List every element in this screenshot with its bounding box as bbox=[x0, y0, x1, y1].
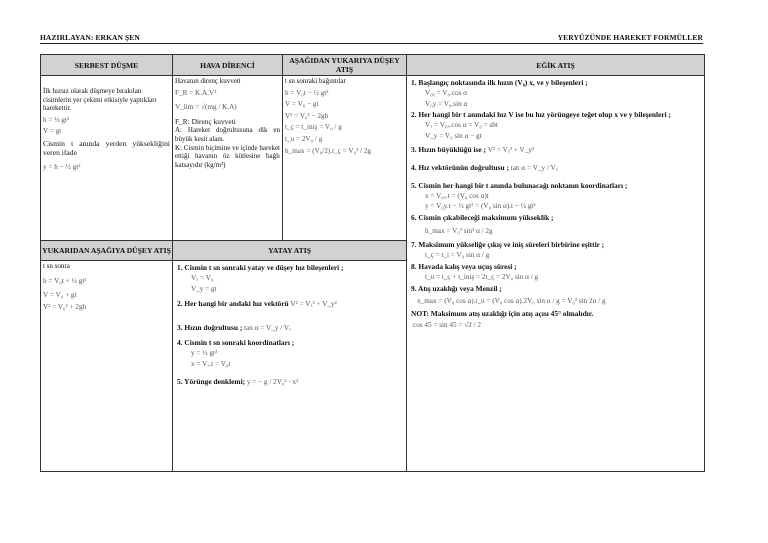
horizontal-item-4: 4. Cismin t sn sonraki koordinatları ; bbox=[177, 338, 295, 348]
max-height-formula: h_max = (V₀/2).t_ç = V₀² / 2g bbox=[285, 146, 372, 155]
down-vertical-label: t sn sonra bbox=[43, 262, 70, 270]
col-header-free-fall: SERBEST DÜŞME bbox=[41, 55, 173, 76]
down-height-formula: h = V₀t + ½ gt² bbox=[43, 276, 87, 285]
free-fall-description: İlk hızsız olarak düşmeye bırakılan cisimlerin yer çekimi etkisiyle yaptıkları harekettir. bbox=[43, 87, 157, 113]
free-fall-section bbox=[41, 76, 173, 241]
free-fall-velocity-formula: V = gt bbox=[43, 127, 62, 136]
author-label: HAZIRLAYAN: ERKAN ŞEN bbox=[40, 33, 140, 42]
oblique-vx-formula: Vₓ = V₀ₓ.cos α = V₀ = sbt bbox=[425, 121, 498, 130]
free-fall-height-formula: h = ½ gt² bbox=[43, 115, 70, 124]
horizontal-item-2: 2. Her hangi bir andaki hız vektörü bbox=[177, 299, 289, 309]
oblique-item-7: 7. Maksimum yükseliğe çıkış ve iniş süreleri birbirine eşittir ; bbox=[411, 240, 605, 250]
oblique-item-5: 5. Cismin her hangi bir t anında bulunacağı noktanın koordinatları ; bbox=[411, 180, 628, 190]
oblique-item-6: 6. Cismin çıkabileceği maksimum yükseklik ; bbox=[411, 212, 554, 222]
horizontal-item-5: 5. Yörünge denklemi; bbox=[177, 376, 246, 386]
oblique-item-2: 2. Her hangi bir t anındaki hız V ise bu hız yörüngeye teğet olup x ve y bileşenleri ; bbox=[411, 110, 671, 120]
oblique-y-formula: y = V₀y.t − ½ gt² = (V₀ sin α).t − ½ gt² bbox=[425, 202, 536, 211]
horizontal-section bbox=[173, 261, 407, 471]
horizontal-x-formula: x = Vₓ.t = V₀t bbox=[191, 359, 231, 368]
horizontal-y-formula: y = ½ gt² bbox=[191, 349, 218, 358]
oblique-hmax-formula: h_max = V₀² sin² α / 2g bbox=[425, 226, 493, 235]
oblique-note-formula: cos 45 = sin 45 = √2 / 2 bbox=[413, 321, 481, 330]
flight-time-formula: t_u = 2V₀ / g bbox=[285, 134, 323, 143]
drag-force-formula: F_R = K.A.V² bbox=[175, 88, 217, 97]
trajectory-formula: y = − g / 2V₀² · x² bbox=[246, 377, 299, 386]
horizontal-item-3: 3. Hızın doğrultusu ; bbox=[177, 322, 243, 332]
col-header-up-vertical: AŞAĞIDAN YUKARIYA DÜŞEY ATIŞ bbox=[283, 55, 407, 76]
down-vertical-section bbox=[41, 261, 173, 471]
oblique-range-formula: x_max = (V₀ cos α).t_u = (V₀ cos α).2V₀ sin α / g = V₀² sin 2α / g bbox=[417, 296, 606, 305]
oblique-flight-time-formula: t_u = t_ç + t_iniş = 2t_ç = 2V₀ sin α / g bbox=[425, 272, 539, 281]
oblique-note: NOT: Maksimum atış uzaklığı için atış açısı 45° olmalıdır. bbox=[411, 309, 594, 319]
horizontal-direction-formula: tan α = V_y / Vₓ bbox=[244, 323, 292, 332]
col-header-air-resistance: HAVA DİRENCİ bbox=[173, 55, 283, 76]
oblique-vy-formula: V_y = V₀ sin α − gt bbox=[425, 131, 482, 140]
oblique-item-3: 3. Hızın büyüklüğü ise ; bbox=[411, 145, 486, 155]
up-vertical-label: t sn sonraki bağıntılar bbox=[285, 77, 346, 85]
air-resistance-label: Havanın direnç kuvveti bbox=[175, 77, 241, 85]
horizontal-vx-formula: Vₓ = V₀ bbox=[191, 274, 214, 282]
down-velocity-formula: V = V₀ + gt bbox=[43, 291, 77, 300]
header-divider bbox=[40, 43, 703, 44]
terminal-velocity-formula: V_lim = √(mg / K.A) bbox=[175, 103, 237, 112]
coefficient-definition: K: Cismin biçimine ve içinde hareket ettiği havanın öz kütlesine bağlı katsayıdır (kg/m³) bbox=[175, 143, 280, 169]
oblique-vx0-formula: V₀ₓ = V₀.cos α bbox=[425, 89, 467, 97]
horizontal-velocity-formula: V² = Vₓ² + V_y² bbox=[290, 300, 337, 309]
oblique-item-8: 8. Havada kalış veya uçuş süresi ; bbox=[411, 261, 517, 271]
air-resistance-section bbox=[173, 76, 283, 241]
horizontal-vy-formula: V_y = gt bbox=[191, 284, 217, 293]
page-title: YERYÜZÜNDE HAREKET FORMÜLLER bbox=[557, 33, 703, 42]
formula-table bbox=[40, 54, 705, 472]
oblique-direction-formula: tan α = V_y / Vₓ bbox=[510, 163, 558, 172]
oblique-section bbox=[407, 76, 704, 471]
oblique-rise-time-formula: t_ç = t_i = V₀ sin α / g bbox=[425, 251, 490, 260]
free-fall-height-text: Cismin t anında yerden yüksekliğini veren ifade bbox=[43, 138, 170, 157]
col-header-horizontal: YATAY ATIŞ bbox=[173, 241, 407, 261]
down-timeless-formula: V² = V₀² + 2gh bbox=[43, 302, 87, 311]
oblique-speed-formula: V² = Vₓ² + V_y² bbox=[487, 146, 535, 155]
oblique-item-9: 9. Atış uzaklığı veya Menzil ; bbox=[411, 283, 502, 293]
col-header-down-vertical: YUKARIDAN AŞAĞIYA DÜŞEY ATIŞ bbox=[41, 241, 173, 261]
oblique-item-4: 4. Hız vektörünün doğrultusu ; bbox=[411, 162, 509, 172]
up-height-formula: h = V₀t − ½ gt² bbox=[285, 88, 329, 97]
drag-force-definition: F_R: Direnç kuvveti bbox=[175, 116, 236, 126]
area-definition: A: Hareket doğrultusuna dik en büyük kesit alanı. bbox=[175, 126, 280, 143]
oblique-item-1: 1. Başlangıç noktasında ilk hızın (V₀) x, ve y bileşenleri ; bbox=[411, 78, 588, 87]
oblique-vy0-formula: V₀y = V₀.sin α bbox=[425, 99, 468, 108]
up-velocity-formula: V = V₀ − gt bbox=[285, 100, 319, 109]
free-fall-y-formula: y = h − ½ gt² bbox=[43, 162, 81, 171]
oblique-x-formula: x = V₀ₓ.t = (V₀ cos α)t bbox=[425, 191, 489, 200]
up-vertical-section bbox=[283, 76, 407, 241]
up-timeless-formula: V² = V₀² − 2gh bbox=[285, 111, 329, 120]
rise-time-formula: t_ç = t_iniş = V₀ / g bbox=[285, 123, 342, 132]
horizontal-item-1: 1. Cismin t sn sonraki yatay ve düşey hız bileşenleri ; bbox=[177, 263, 344, 272]
col-header-oblique: EĞİK ATIŞ bbox=[407, 55, 704, 76]
